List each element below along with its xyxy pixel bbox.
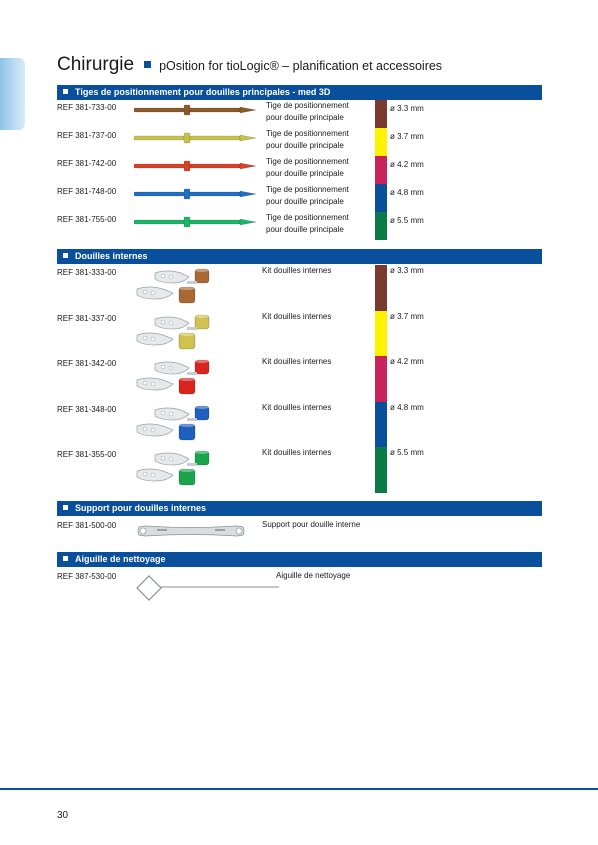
inner-sleeve-kit-image — [133, 358, 219, 398]
header-bullet-square — [144, 61, 151, 68]
product-row-sleeve — [57, 311, 542, 357]
diameter-label: ø 5.5 mm — [390, 448, 424, 457]
color-code-swatch — [375, 402, 387, 448]
product-description: Kit douilles internes — [262, 266, 332, 275]
positioning-rod-image — [132, 214, 260, 230]
product-description: Kit douilles internes — [262, 402, 332, 412]
product-description: Aiguille de nettoyage — [276, 571, 351, 580]
product-description-line2: pour douille principale — [266, 197, 344, 206]
color-code-swatch — [375, 356, 387, 402]
diameter-label: ø 4.8 mm — [390, 188, 424, 197]
product-ref: REF 381-348-00 — [57, 404, 117, 414]
product-ref: REF 381-342-00 — [57, 359, 117, 368]
product-row-sleeve — [57, 265, 542, 311]
diameter-label: ø 3.7 mm — [390, 132, 424, 141]
product-row-rod — [57, 128, 542, 156]
product-ref: REF 381-733-00 — [57, 103, 117, 112]
side-tab-marker — [0, 58, 25, 130]
inner-sleeve-kit-image — [133, 404, 219, 444]
color-code-swatch — [375, 265, 387, 311]
product-description: Kit douilles internes — [262, 448, 332, 457]
page-number: 30 — [57, 810, 69, 821]
product-row-rod — [57, 100, 542, 128]
section-title-needle: Aiguille de nettoyage — [75, 554, 166, 564]
product-ref: REF 381-755-00 — [57, 215, 117, 224]
color-code-swatch — [375, 212, 387, 240]
product-row-needle — [57, 572, 542, 608]
product-ref: REF 381-742-00 — [57, 159, 117, 168]
color-code-swatch — [375, 100, 387, 128]
page-title: Chirurgie — [57, 54, 135, 75]
cleaning-needle-image — [133, 572, 283, 604]
diameter-label: ø 3.3 mm — [390, 104, 424, 113]
product-description-line1: Tige de positionnement — [266, 129, 349, 138]
footer-rule — [0, 788, 598, 790]
product-description-line1: Tige de positionnement — [266, 157, 349, 166]
product-row-rod — [57, 156, 542, 184]
diameter-label: ø 4.2 mm — [390, 160, 424, 169]
section-bullet-square — [63, 505, 68, 510]
positioning-rod-image — [132, 130, 260, 146]
product-description-line2: pour douille principale — [266, 141, 344, 150]
color-code-swatch — [375, 447, 387, 493]
inner-sleeve-kit-image — [133, 267, 219, 307]
product-ref: REF 381-737-00 — [57, 131, 117, 140]
positioning-rod-image — [132, 186, 260, 202]
diameter-label: ø 3.7 mm — [390, 311, 424, 321]
product-description-line2: pour douille principale — [266, 225, 344, 234]
product-ref: REF 387-530-00 — [57, 572, 117, 581]
product-ref: REF 381-333-00 — [57, 268, 117, 277]
support-bar-image — [135, 521, 247, 541]
product-ref: REF 381-748-00 — [57, 187, 117, 196]
diameter-label: ø 4.8 mm — [390, 402, 424, 412]
positioning-rod-image — [132, 158, 260, 174]
product-row-sleeve — [57, 402, 542, 448]
product-description-line2: pour douille principale — [266, 113, 344, 122]
product-ref: REF 381-355-00 — [57, 450, 117, 459]
product-description-line1: Tige de positionnement — [266, 185, 349, 194]
page-subtitle: pOsition for tioLogic® – planification et accessoires — [159, 59, 443, 73]
section-title-support: Support pour douilles internes — [75, 503, 207, 513]
diameter-label: ø 5.5 mm — [390, 216, 424, 225]
section-bullet-square — [63, 253, 68, 258]
positioning-rod-image — [132, 102, 260, 118]
color-code-swatch — [375, 311, 387, 357]
product-row-sleeve — [57, 356, 542, 402]
section-header-sleeves — [57, 249, 542, 264]
section-title-sleeves: Douilles internes — [75, 251, 148, 261]
color-code-swatch — [375, 184, 387, 212]
product-description-line2: pour douille principale — [266, 169, 344, 178]
section-bullet-square — [63, 556, 68, 561]
product-description: Support pour douille interne — [262, 520, 361, 529]
inner-sleeve-kit-image — [133, 449, 219, 489]
product-description: Kit douilles internes — [262, 357, 332, 366]
product-description: Kit douilles internes — [262, 311, 332, 321]
product-ref: REF 381-337-00 — [57, 313, 117, 323]
inner-sleeve-kit-image — [133, 313, 219, 353]
page-header — [57, 54, 442, 76]
product-row-rod — [57, 212, 542, 240]
product-row-rod — [57, 184, 542, 212]
product-ref: REF 381-500-00 — [57, 521, 117, 530]
product-row-sleeve — [57, 447, 542, 493]
product-row-support — [57, 521, 542, 543]
product-description-line1: Tige de positionnement — [266, 213, 349, 222]
diameter-label: ø 3.3 mm — [390, 266, 424, 275]
section-title-rods: Tiges de positionnement pour douilles principales - med 3D — [75, 87, 331, 97]
section-header-rods — [57, 85, 542, 100]
color-code-swatch — [375, 128, 387, 156]
section-header-needle — [57, 552, 542, 567]
section-bullet-square — [63, 89, 68, 94]
section-header-support — [57, 501, 542, 516]
product-description-line1: Tige de positionnement — [266, 101, 349, 110]
diameter-label: ø 4.2 mm — [390, 357, 424, 366]
color-code-swatch — [375, 156, 387, 184]
